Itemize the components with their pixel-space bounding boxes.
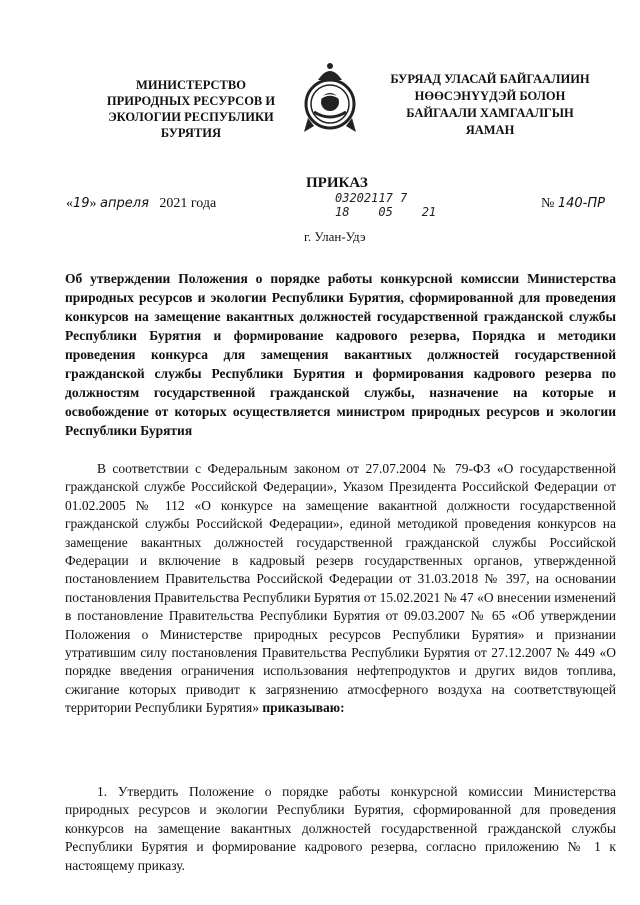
order-date: «19» апреля 2021 года [66,196,217,211]
document-type-title: ПРИКАЗ [306,175,368,191]
order-item-1: 1. Утвердить Положение о порядке работы конкурсной комиссии Министерства природных ресурсов и экологии Республики Бурятия, сформированной для проведения конкурсов на замещение вакантных должностей государственной гражданской службы Республики Бурятия и формирование кадрового резерва, согласно приложению № 1 к настоящему приказу. [65,784,616,873]
registration-stamp: 03202117 7 18 05 21 [335,191,437,219]
order-number: № 140-ПР [541,196,605,211]
order-date-year: 2021 года [159,196,217,211]
order-directive-word: приказываю: [262,700,345,716]
ministry-name-buryat: БУРЯАД УЛАСАЙ БАЙГААЛИИН НӨӨСЭНҮҮДЭЙ БОЛОН БАЙГААЛИ ХАМГААЛГЫН ЯАМАН [390,72,590,137]
order-number-value: 140-ПР [557,196,605,211]
order-date-day: 19 [73,196,90,211]
preamble-paragraph: В соответствии с Федеральным законом от 27.07.2004 № 79-ФЗ «О государственной гражданской службе Российской Федерации», Указом Президента Российской Федерации от 01.02.2005 № 112 «О конкурсе на замещение вакантной должности государственной гражданской службы Российской Федерации», единой методикой проведения конкурсов на замещение вакантных должностей государственной гражданской службы Российской Федерации и включение в кадровый резерв государственных органов, утвержденной постановлением Правительства Российской Федерации от 31.03.2018 № 397, на основании постановления Правительства Республики Бурятия от 15.02.2021 № 47 «О внесении изменений в постановление Правительства Республики Бурятия от 09.03.2007 № 65 «Об утверждении Положения о Министерстве природных ресурсов Республики Бурятия» и признании утратившим силу постановления Правительства Республики Бурятия от 27.12.2007 № 449 «О порядке введения ограничения использования нефтепродуктов и других видов топлива, сжигание которых приводит к загрязнению атмосферного воздуха на соответствующей территории Республики Бурятия» приказываю: [65,461,616,716]
order-date-month: апреля [100,196,149,211]
issue-city: г. Улан-Удэ [304,229,366,244]
republic-of-buryatia-emblem-icon [300,58,360,138]
order-subject-title: Об утверждении Положения о порядке работы конкурсной комиссии Министерства природных ресурсов и экологии Республики Бурятия, сформированной для проведения конкурсов на замещение вакантных должностей государственной гражданской службы Республики Бурятия и формирование кадрового резерва, Порядка и методики проведения конкурса для замещения вакантных должностей государственной гражданской службы Республики Бурятия и формирования кадрового резерва по должностям государственной гражданской службы, назначение на которые и освобождение от которых осуществляется министром природных ресурсов и экологии Республики Бурятия [65,271,616,438]
ministry-name-russian: МИНИСТЕРСТВО ПРИРОДНЫХ РЕСУРСОВ И ЭКОЛОГИИ РЕСПУБЛИКИ БУРЯТИЯ [106,78,276,140]
